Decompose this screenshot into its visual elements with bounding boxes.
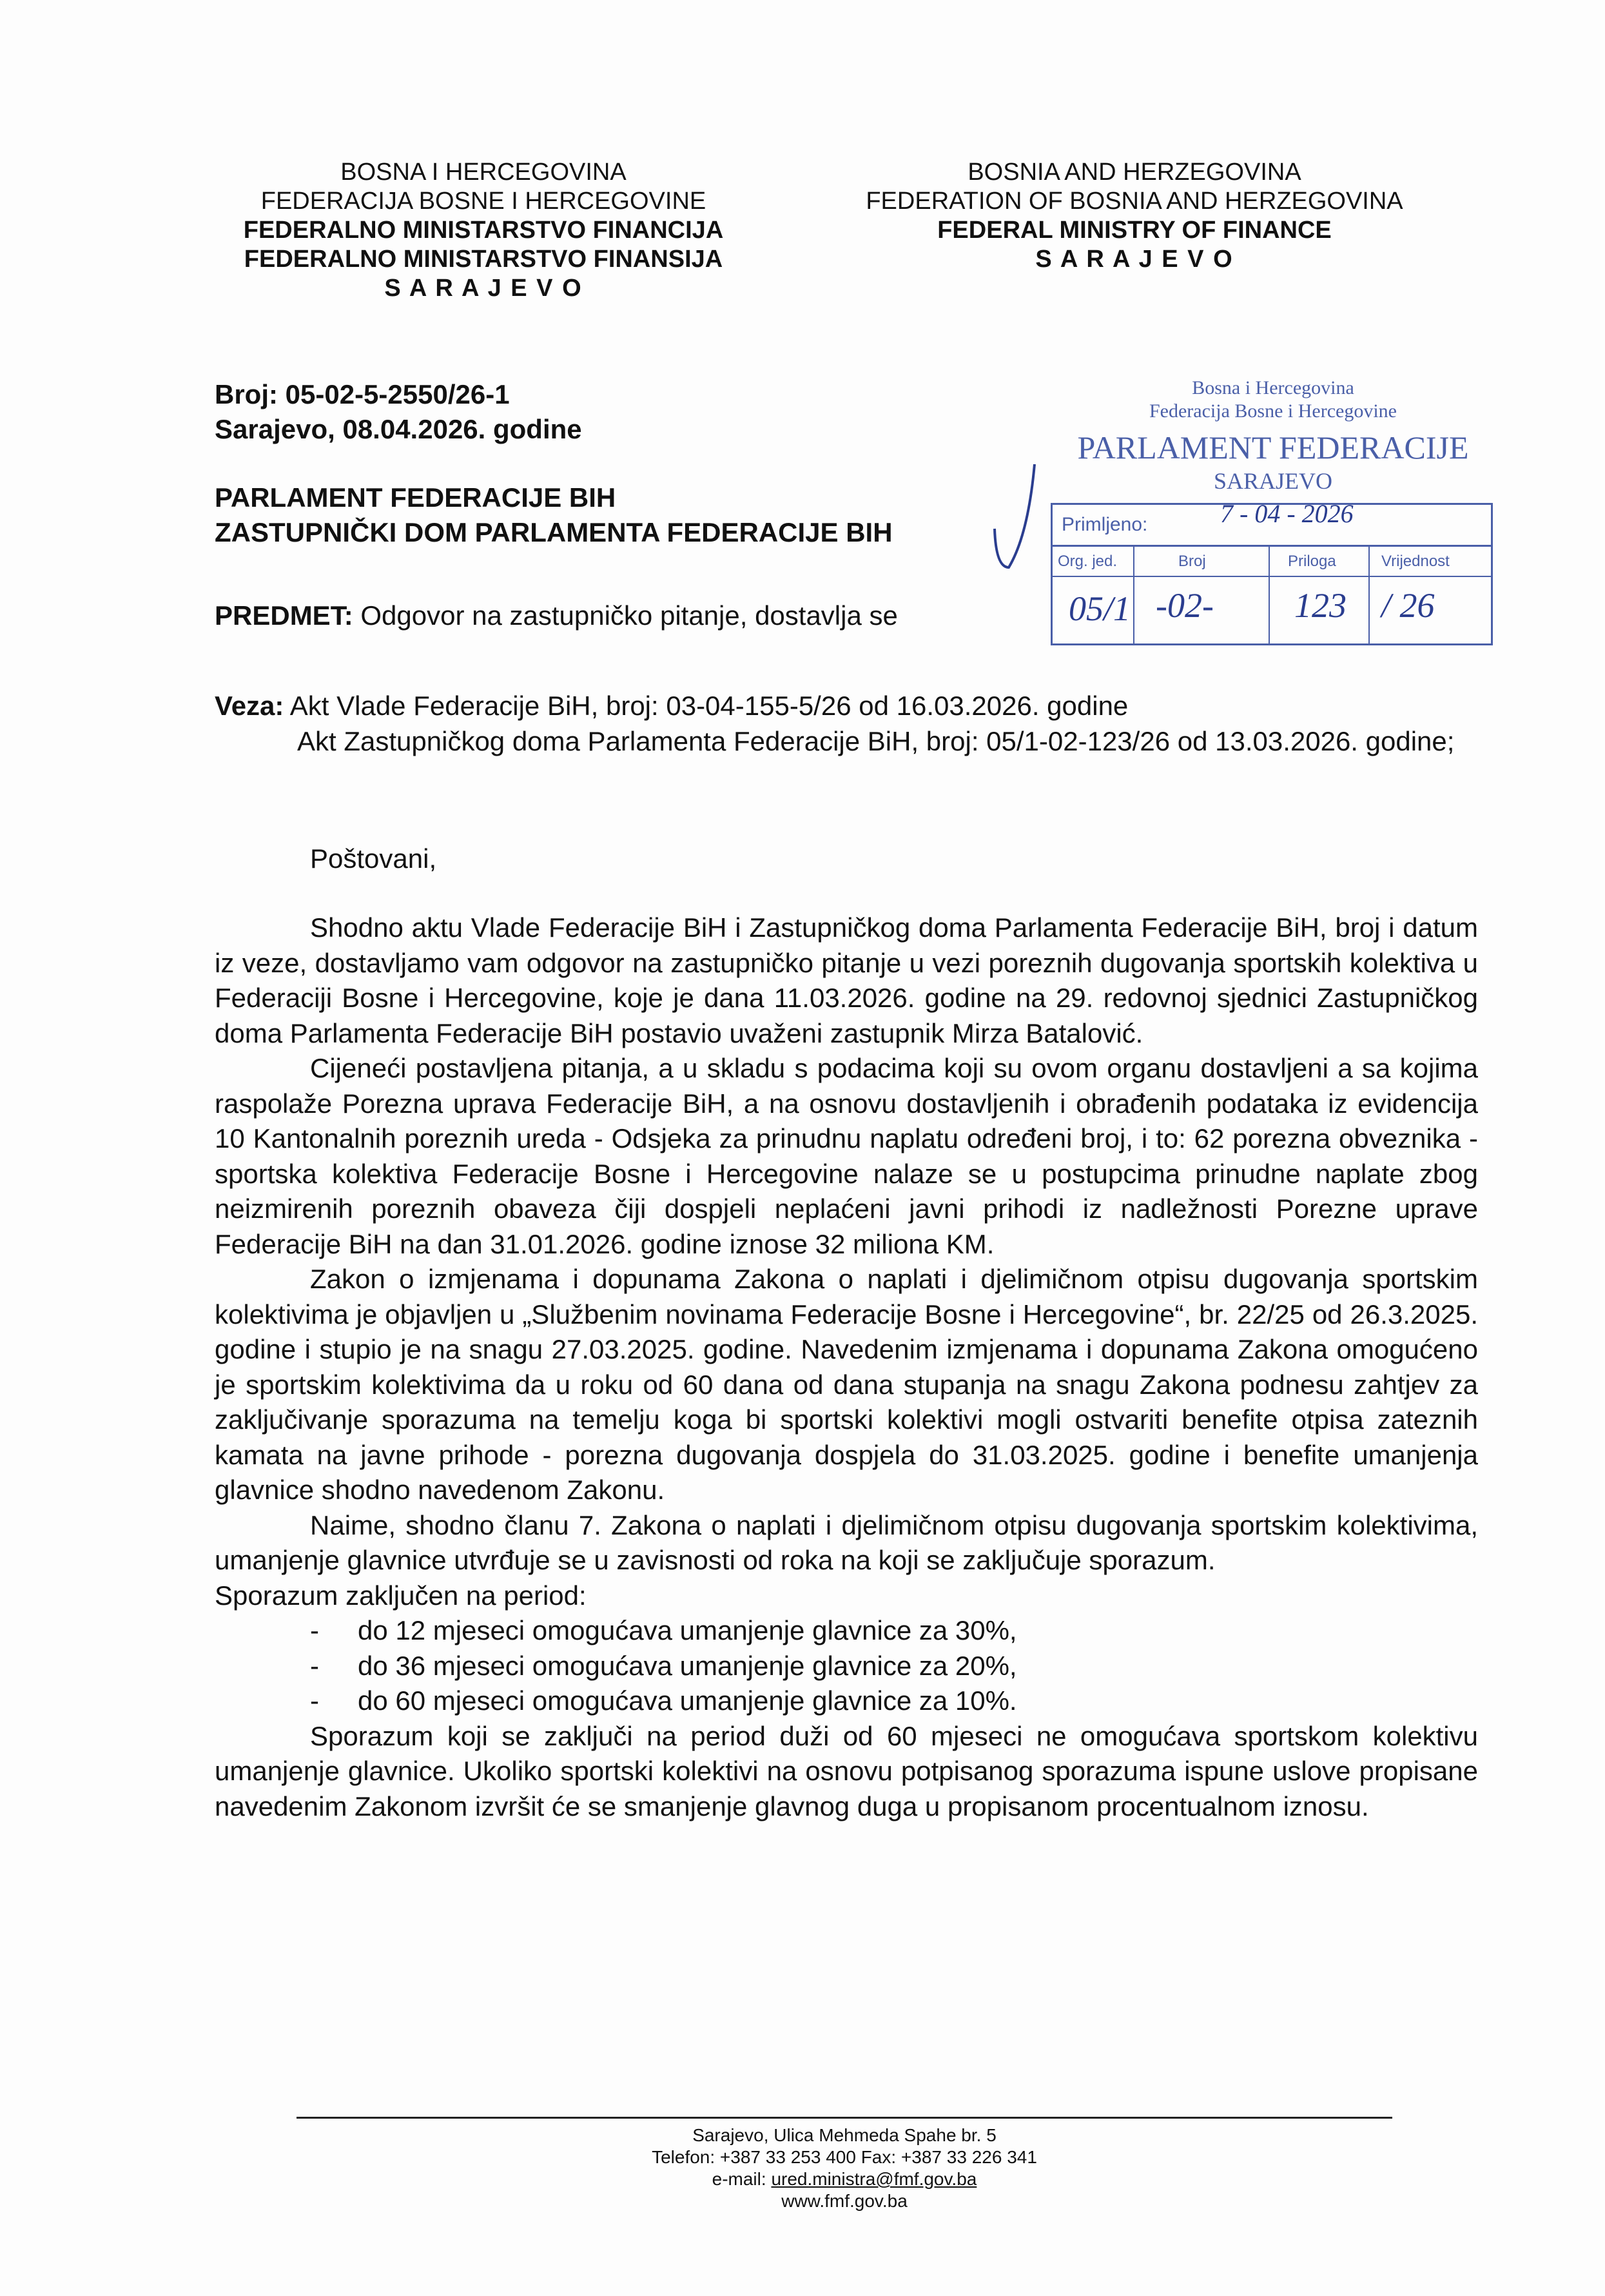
stamp-country: Bosna i Hercegovina	[1192, 377, 1354, 398]
footer	[297, 2124, 1392, 2212]
reference-block	[215, 377, 582, 447]
stamp-col-org: Org. jed.	[1058, 553, 1118, 570]
recipient-line-1: PARLAMENT FEDERACIJE BIH	[215, 482, 616, 513]
letter-body	[215, 910, 1478, 1824]
salutation: Poštovani,	[310, 843, 437, 874]
stamp-hand-org: 05/1	[1069, 589, 1131, 628]
reception-stamp	[1051, 377, 1495, 654]
veza-line-1	[215, 689, 1478, 724]
header-right	[812, 158, 1457, 274]
stamp-col-broj: Broj	[1178, 553, 1206, 570]
footer-email-label: e-mail:	[712, 2169, 772, 2189]
list-item: - do 60 mjeseci omogućava umanjenje glavnice za 10%.	[215, 1683, 1478, 1719]
recipient-line-2: ZASTUPNIČKI DOM PARLAMENTA FEDERACIJE BIH	[215, 517, 893, 547]
paragraph-1: Shodno aktu Vlade Federacije BiH i Zastupničkog doma Parlamenta Federacije BiH, broj i datum iz veze, dostavljamo vam odgovor na zastupničko pitanje u vezi poreznih dugovanja sportskih kolektiva u Federaciji Bosne i Hercegovine, koje je dana 11.03.2026. godine na 29. redovnoj sjednici Zastupničkog doma Parlamenta Federacije BiH postavio uvaženi zastupnik Mirza Batalović.	[215, 912, 1478, 1048]
recipient-block	[215, 480, 893, 550]
footer-email-line	[297, 2168, 1392, 2190]
stamp-hand-priloga: 123	[1294, 586, 1347, 625]
paragraph-3: Zakon o izmjenama i dopunama Zakona o naplati i djelimičnom otpisu dugovanja sportskim kolektivima je objavljen u „Službenim novinama Federacije Bosne i Hercegovine“, br. 22/25 od 26.3.2025. godine i stupio je na snagu 27.03.2025. godine. Navedenim izmjenama i dopunama Zakona omogućeno je sportskim kolektivima da u roku od 60 dana od dana stupanja na snagu Zakona podnesu zahtjev za zaključivanje sporazuma na temelju koga bi sportski kolektivi mogli ostvariti benefite otpisa zateznih kamata na javne prihode - porezna dugovanja dospjela do 31.03.2025. godine i benefite umanjenja glavnice shodno navedenom Zakonu.	[215, 1264, 1478, 1505]
paragraph-5: Sporazum koji se zaključi na period duži od 60 mjeseci ne omogućava sportskom kolektivu umanjenje glavnice. Ukoliko sportski kolektivi na osnovu potpisanog sporazuma ispune uslove propisane navedenim Zakonom izvršit će se smanjenje glavnog duga u propisanom procentualnom iznosu.	[215, 1720, 1478, 1821]
paragraph-4b: Sporazum zaključen na period:	[215, 1580, 587, 1611]
header-right-federation: FEDERATION OF BOSNIA AND HERZEGOVINA	[866, 188, 1403, 215]
subject-label: PREDMET:	[215, 600, 353, 631]
stamp-federation: Federacija Bosne i Hercegovine	[1149, 400, 1397, 422]
subject-text: Odgovor na zastupničko pitanje, dostavlja se	[353, 600, 898, 631]
footer-website-link[interactable]: www.fmf.gov.ba	[781, 2191, 908, 2211]
header-left-country: BOSNA I HERCEGOVINA	[340, 159, 627, 186]
veza-label: Veza:	[215, 691, 284, 721]
header-left	[193, 158, 773, 303]
header-right-ministry: FEDERAL MINISTRY OF FINANCE	[937, 217, 1332, 244]
stamp-city: SARAJEVO	[1213, 468, 1333, 494]
stamp-hand-received: 7 - 04 - 2026	[1220, 499, 1354, 528]
paragraph-4: Naime, shodno članu 7. Zakona o naplati i djelimičnom otpisu dugovanja sportskim kolektivima, umanjenje glavnice utvrđuje se u zavisnosti od roka na koji se zaključuje sporazum.	[215, 1509, 1478, 1575]
footer-phone: Telefon: +387 33 253 400 Fax: +387 33 226 341	[652, 2147, 1037, 2167]
stamp-parliament: PARLAMENT FEDERACIJE	[1077, 429, 1469, 466]
veza-line-2: Akt Zastupničkog doma Parlamenta Federacije BiH, broj: 05/1-02-123/26 od 13.03.2026. godine;	[297, 725, 1455, 756]
discount-list	[215, 1613, 1478, 1719]
stamp-received-label: Primljeno:	[1062, 514, 1148, 535]
subject-line	[215, 598, 898, 633]
stamp-hand-broj: -02-	[1156, 586, 1214, 625]
stamp-col-priloga: Priloga	[1288, 553, 1336, 570]
stamp-table	[1051, 499, 1493, 645]
list-item: - do 12 mjeseci omogućava umanjenje glavnice za 30%,	[215, 1613, 1478, 1649]
footer-email-link[interactable]: ured.ministra@fmf.gov.ba	[771, 2169, 977, 2189]
veza-block	[215, 689, 1478, 759]
header-right-country: BOSNIA AND HERZEGOVINA	[968, 159, 1301, 186]
stamp-hand-vrijednost: / 26	[1381, 586, 1435, 625]
reference-date: Sarajevo, 08.04.2026. godine	[215, 414, 582, 444]
header-left-federation: FEDERACIJA BOSNE I HERCEGOVINE	[260, 188, 706, 215]
stamp-col-vrijednost: Vrijednost	[1381, 553, 1450, 570]
header-left-ministry-bs: FEDERALNO MINISTARSTVO FINANSIJA	[244, 246, 723, 273]
header-left-ministry-hr: FEDERALNO MINISTARSTVO FINANCIJA	[243, 217, 724, 244]
reference-number: Broj: 05-02-5-2550/26-1	[215, 379, 510, 409]
list-item: - do 36 mjeseci omogućava umanjenje glavnice za 20%,	[215, 1649, 1478, 1684]
footer-address: Sarajevo, Ulica Mehmeda Spahe br. 5	[692, 2125, 997, 2145]
veza-text-1: Akt Vlade Federacije BiH, broj: 03-04-155-5/26 od 16.03.2026. godine	[284, 691, 1129, 721]
paragraph-2: Cijeneći postavljena pitanja, a u skladu s podacima koji su ovom organu dostavljeni a sa kojima raspolaže Porezna uprava Federacije BiH, a na osnovu dostavljenih i obrađenih podataka iz evidencija 10 Kantonalnih poreznih ureda - Odsjeka za prinudnu naplatu određeni broj, i to: 62 porezna obveznika - sportska kolektiva Federacije Bosne i Hercegovine nalaze se u postupcima prinudne naplate zbog neizmirenih poreznih obaveza čiji dospjeli neplaćeni javni prihodi iz nadležnosti Porezne uprave Federacije BiH na dan 31.01.2026. godine iznose 32 miliona KM.	[215, 1053, 1478, 1259]
header-right-city: S A R A J E V O	[1035, 246, 1234, 273]
header-left-city: S A R A J E V O	[384, 275, 583, 302]
footer-divider	[297, 2117, 1392, 2119]
handwritten-mark	[989, 458, 1041, 574]
